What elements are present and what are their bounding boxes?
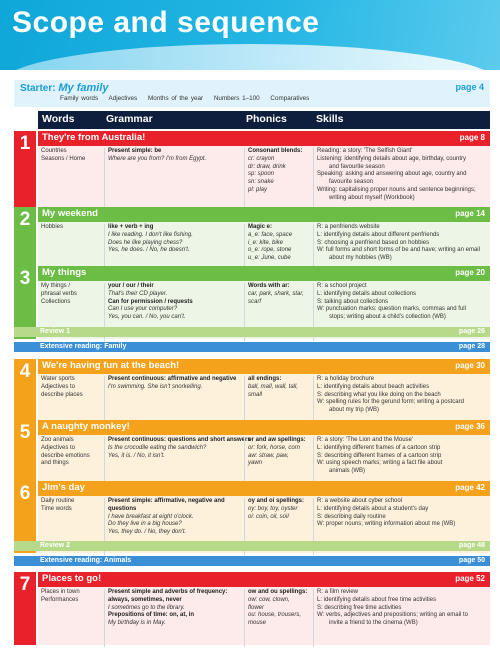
unit-title-bar [38, 572, 490, 587]
skills-cell [313, 148, 490, 215]
phonics-line: Words with ar: [248, 283, 290, 289]
starter-row [14, 80, 490, 107]
unit-title: My things [42, 267, 87, 278]
strip-page: page 28 [458, 343, 485, 350]
phonics-line: scarf [248, 298, 262, 305]
grammar-line: questions [108, 505, 137, 512]
phonics-line: ow and ou spellings: [248, 589, 308, 595]
words-line: Adjectives to [41, 383, 76, 390]
skills-line: S: describing what you like doing on the beach [317, 391, 441, 398]
words-cell [41, 224, 99, 232]
grammar-line: Is the crocodile eating the sandwich? [108, 444, 207, 451]
starter-name: My family [58, 82, 109, 94]
phonics-line: i_e: kite, bike [248, 239, 284, 246]
skills-line: S: talking about collections [317, 298, 389, 305]
grammar-line: Do they live in a big house? [108, 521, 182, 528]
words-line: Collections [41, 298, 71, 305]
skills-line: S: choosing a penfriend based on hobbies [317, 239, 430, 246]
unit-number: 5 [14, 420, 36, 490]
column-header-row [38, 111, 490, 129]
review-strip [14, 327, 490, 337]
phonics-line: small [248, 391, 263, 398]
unit-title-bar [38, 266, 490, 281]
unit-page: page 30 [455, 361, 485, 370]
skills-line: W: spelling rules for the gerund form; writing a postcard [317, 399, 464, 406]
unit-number: 3 [14, 266, 36, 339]
phonics-line: or: fork, horse, corn [248, 444, 301, 451]
skills-line: animals (WB) [329, 468, 366, 475]
unit-page: page 42 [455, 483, 485, 492]
skills-line: and favourite season [329, 163, 385, 170]
grammar-line: Can for permission / requests [108, 298, 193, 305]
header-skills: Skills [316, 113, 344, 125]
grammar-line: My birthday is in May. [108, 620, 166, 627]
grammar-line: Does he like playing chess? [108, 239, 183, 246]
grammar-line: Prepositions of time: on, at, in [108, 612, 195, 619]
unit-number: 1 [14, 131, 36, 213]
strip-label: Extensive reading: Animals [40, 557, 132, 564]
phonics-line: a_e: face, space [248, 231, 293, 238]
grammar-cell [104, 589, 242, 647]
grammar-line: Yes, they do. / No, they don't. [108, 529, 187, 536]
skills-line: Listening: identifying details about age, birthday, country [317, 155, 466, 162]
phonics-line: all endings: [248, 376, 282, 382]
banner-swoosh [0, 44, 500, 70]
strip-page: page 48 [458, 542, 485, 549]
grammar-line: I like reading. I don't like fishing. [108, 231, 193, 238]
extensive-reading-strip [14, 342, 490, 352]
phonics-line: mouse [248, 620, 267, 627]
skills-line: L: identifying details about a student's day [317, 505, 429, 512]
unit-title: They're from Australia! [42, 132, 146, 143]
unit-title-bar [38, 420, 490, 435]
phonics-cell [244, 148, 312, 215]
words-line: and things [41, 460, 69, 467]
skills-line: R: a holiday brochure [317, 376, 375, 382]
skills-line: R: a story: 'The Lion and the Mouse' [317, 437, 414, 443]
phonics-line: ow: cow, clown, [248, 596, 290, 603]
unit-page: page 14 [455, 209, 485, 218]
phonics-line: u_e: June, cube [248, 255, 291, 262]
starter-item: Months of the year [147, 95, 204, 102]
grammar-line: Yes, it is. / No, it isn't. [108, 452, 165, 459]
skills-line: about my hobbies (WB) [329, 255, 392, 262]
unit-page: page 36 [455, 422, 485, 431]
skills-line: L: identifying details about beach activities [317, 383, 430, 390]
words-line: Performances [41, 596, 79, 603]
starter-page: page 4 [455, 82, 484, 92]
skills-line: R: a website about cyber school [317, 498, 403, 504]
unit-title: We're having fun at the beach! [42, 360, 180, 371]
unit-number: 6 [14, 481, 36, 553]
phonics-line: oi: coin, oil, soil [248, 513, 289, 520]
unit-title: Places to go! [42, 573, 102, 584]
unit-title: My weekend [42, 208, 98, 219]
phonics-line: sp: spoon [248, 171, 275, 178]
skills-line: W: using speech marks; writing a fact file about [317, 460, 443, 467]
phonics-cell [244, 589, 312, 647]
strip-page: page 50 [458, 557, 485, 564]
skills-line: Reading: a story: 'The Selfish Giant' [317, 148, 413, 154]
grammar-line: your / our / their [108, 283, 154, 289]
skills-line: W: proper nouns; writing information about me (WB) [317, 521, 456, 528]
page-title: Scope and sequence [12, 6, 320, 39]
words-line: describe emotions [41, 452, 90, 459]
words-cell [41, 148, 99, 164]
skills-line: S: describing daily routine [317, 513, 386, 520]
strip-page: page 26 [458, 328, 485, 335]
skills-line: R: a film review [317, 589, 359, 595]
grammar-line: always, sometimes, never [108, 596, 182, 603]
skills-line: R: a school project [317, 283, 367, 289]
grammar-line: Present continuous: affirmative and negative [108, 376, 237, 382]
grammar-line: I have breakfast at eight o'clock. [108, 513, 194, 520]
starter-items [60, 95, 317, 102]
unit-content [38, 587, 490, 645]
words-line: Zoo animals [41, 437, 74, 443]
grammar-line: Where are you from? I'm from Egypt. [108, 155, 207, 162]
phonics-line: oy and oi spellings: [248, 498, 305, 504]
unit-content [38, 146, 490, 213]
words-line: Adjectives to [41, 444, 76, 451]
phonics-line: flower [248, 604, 265, 611]
skills-line: favourite season [329, 179, 374, 186]
skills-line: R: a penfriends website [317, 224, 380, 230]
skills-line: W: punctuation marks: question marks, commas and full [317, 306, 466, 313]
unit-page: page 8 [459, 133, 485, 142]
strip-label: Review 1 [40, 328, 70, 335]
skills-line: L: identifying details about different penfriends [317, 231, 440, 238]
words-line: Water sports [41, 376, 75, 382]
unit-title-bar [38, 207, 490, 222]
starter-item: Family words [60, 95, 99, 102]
grammar-line: I sometimes go to the library. [108, 604, 185, 611]
grammar-line: Yes, you can. / No, you can't. [108, 314, 186, 321]
unit-page: page 52 [455, 574, 485, 583]
skills-line: Writing: capitalising proper nouns and sentence beginnings; [317, 186, 476, 193]
words-line: Countries [41, 148, 67, 154]
words-line: Places in town [41, 589, 80, 595]
phonics-line: ou: house, trousers, [248, 612, 302, 619]
phonics-line: Magic e: [248, 224, 273, 230]
grammar-line: That's their CD player. [108, 290, 168, 297]
unit-title: A naughty monkey! [42, 421, 130, 432]
header-grammar: Grammar [106, 113, 153, 125]
unit-title-bar [38, 131, 490, 146]
grammar-line: Can I use your computer? [108, 306, 178, 313]
grammar-line: Present continuous: questions and short answers [108, 437, 251, 443]
skills-line: L: identifying details about free time activities [317, 596, 437, 603]
grammar-line: Present simple and adverbs of frequency: [108, 589, 228, 595]
phonics-line: or and aw spellings: [248, 437, 306, 443]
phonics-line: car, park, shark, star, [248, 290, 304, 297]
phonics-line: oy: boy, toy, oyster [248, 505, 298, 512]
unit-page: page 20 [455, 268, 485, 277]
phonics-line: aw: straw, paw, [248, 452, 289, 459]
starter-item: Comparatives [270, 95, 310, 102]
grammar-line: Present simple: affirmative, negative and [108, 498, 225, 504]
phonics-line: Consonant blends: [248, 148, 303, 154]
review-strip [14, 541, 490, 551]
grammar-line: Yes, he does. / No, he doesn't. [108, 247, 190, 254]
words-cell [41, 589, 99, 605]
words-cell [41, 283, 99, 306]
grammar-cell [104, 148, 242, 215]
strip-label: Review 2 [40, 542, 70, 549]
extensive-reading-strip [14, 556, 490, 566]
phonics-line: o_e: rope, stone [248, 247, 292, 254]
unit-title: Jim's day [42, 482, 85, 493]
grammar-line: like + verb + ing [108, 224, 154, 230]
words-line: Hobbies [41, 224, 64, 230]
strip-label: Extensive reading: Family [40, 343, 127, 350]
unit-number: 4 [14, 359, 36, 429]
phonics-line: yawn [248, 460, 263, 467]
header-phonics: Phonics [246, 113, 287, 125]
unit-title-bar [38, 359, 490, 374]
phonics-line: pl: play [248, 186, 268, 193]
unit-title-bar [38, 481, 490, 496]
skills-cell [313, 589, 490, 647]
skills-line: invite a friend to the cinema (WB) [329, 620, 418, 627]
skills-line: W: full forms and short forms of be and have; writing an email [317, 247, 480, 254]
skills-line: S: describing free time activities [317, 604, 402, 611]
phonics-line: ball, mall, wall, tall, [248, 383, 299, 390]
skills-line: about my trip (WB) [329, 407, 380, 414]
grammar-line: I'm swimming. She isn't snorkelling. [108, 383, 203, 390]
skills-line: W: verbs, adjectives and prepositions; writing an email to [317, 612, 468, 619]
skills-line: writing about myself (Workbook) [329, 194, 415, 201]
starter-item: Numbers 1–100 [213, 95, 260, 102]
words-line: Daily routine [41, 498, 75, 504]
skills-line: Speaking: asking and answering about age, country and [317, 171, 467, 178]
title-banner [0, 0, 500, 70]
words-line: describe places [41, 391, 83, 398]
skills-line: L: identifying different frames of a cartoon strip [317, 444, 441, 451]
unit-number: 7 [14, 572, 36, 645]
header-words: Words [42, 113, 75, 125]
starter-item: Adjectives [108, 95, 138, 102]
unit-number: 2 [14, 207, 36, 277]
words-line: Time words [41, 505, 72, 512]
skills-line: S: describing different frames of a cartoon strip [317, 452, 442, 459]
words-line: My things / [41, 283, 71, 289]
skills-line: L: identifying details about collections [317, 290, 417, 297]
words-line: phrasal verbs [41, 290, 78, 297]
words-cell [41, 437, 99, 468]
starter-label: Starter: My family [20, 82, 109, 94]
skills-line: stops; writing about a child's collection (WB) [329, 314, 446, 321]
phonics-line: cr: crayon [248, 155, 275, 162]
words-line: Seasons / Home [41, 155, 86, 162]
grammar-line: Present simple: be [108, 148, 162, 154]
phonics-line: dr: draw, drink [248, 163, 286, 170]
words-cell [41, 376, 99, 399]
phonics-line: sn: snake [248, 179, 274, 186]
words-cell [41, 498, 99, 514]
